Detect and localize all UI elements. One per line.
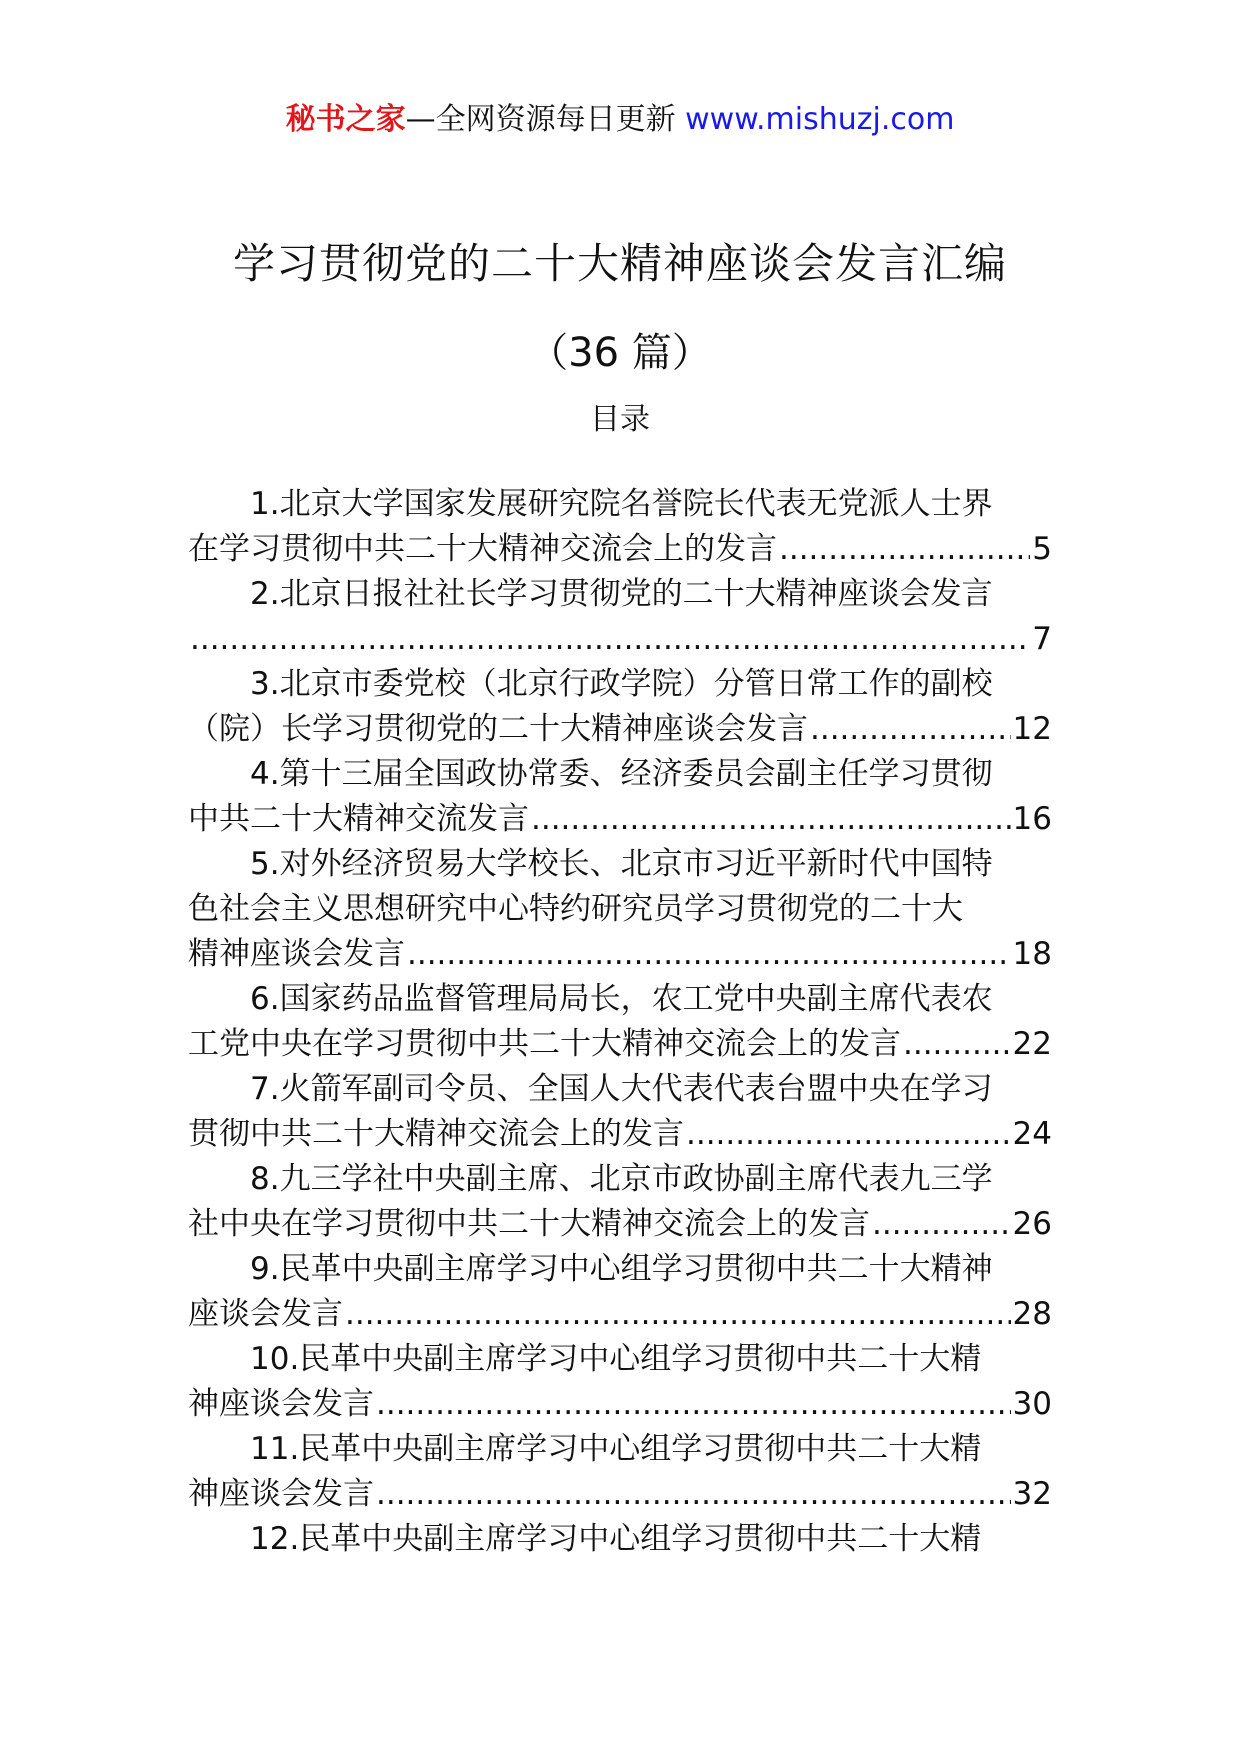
toc-entry-last-line — [188, 617, 1052, 662]
toc-entry-title-end: 神座谈会发言 — [188, 1386, 374, 1422]
toc-entry-title: 8.九三学社中央副主席、北京市政协副主席代表九三学 — [250, 1161, 993, 1197]
toc-entry-last-line — [188, 797, 1052, 842]
toc-page-number: 16 — [1012, 801, 1052, 837]
dot-leader — [903, 1022, 1011, 1067]
toc-entry-title: 11.民革中央副主席学习中心组学习贯彻中共二十大精 — [250, 1431, 982, 1467]
toc-entry-last-line — [188, 1202, 1052, 1247]
toc-entry-last-line — [188, 1112, 1052, 1157]
toc-entry-title-end: 座谈会发言 — [188, 1296, 343, 1332]
toc-entry[interactable] — [188, 1067, 1052, 1157]
toc-entry[interactable] — [188, 977, 1052, 1067]
toc-entry-last-line — [188, 1292, 1052, 1337]
document-title: 学习贯彻党的二十大精神座谈会发言汇编 — [232, 239, 1007, 288]
dot-leader — [686, 1112, 1011, 1157]
toc-entry-title-end: 社中央在学习贯彻中共二十大精神交流会上的发言 — [188, 1206, 870, 1242]
toc-page-number: 30 — [1012, 1386, 1052, 1422]
toc-page-number: 7 — [1032, 621, 1052, 657]
brand-name: 秘书之家 — [285, 102, 406, 137]
toc-page-number: 22 — [1012, 1026, 1052, 1062]
toc-entry[interactable] — [188, 572, 1052, 662]
toc-entry-title: 7.火箭军副司令员、全国人大代表代表台盟中央在学习 — [250, 1071, 993, 1107]
dot-leader — [872, 1202, 1011, 1247]
toc-page-number: 18 — [1012, 936, 1052, 972]
toc-page-number: 5 — [1032, 531, 1052, 567]
toc-entry[interactable] — [188, 1427, 1052, 1517]
toc-page-number: 12 — [1012, 711, 1052, 747]
dot-leader — [345, 1292, 1011, 1337]
page-header — [0, 100, 1240, 140]
dot-leader — [407, 932, 1011, 977]
toc-entry-title: 5.对外经济贸易大学校长、北京市习近平新时代中国特 — [250, 846, 993, 882]
toc-entry-last-line — [188, 1382, 1052, 1427]
document-subtitle: （36 篇） — [528, 330, 712, 376]
toc-entry-title: 3.北京市委党校（北京行政学院）分管日常工作的副校 — [250, 666, 993, 702]
toc-entry-title-end: 贯彻中共二十大精神交流会上的发言 — [188, 1116, 684, 1152]
toc-entry[interactable] — [188, 482, 1052, 572]
toc-entry-title-end: （院）长学习贯彻党的二十大精神座谈会发言 — [188, 711, 808, 747]
toc-entry-last-line — [188, 707, 1052, 752]
dot-leader — [779, 527, 1030, 572]
dot-leader — [376, 1382, 1011, 1427]
toc-entry[interactable] — [188, 752, 1052, 842]
toc-entry-title: 4.第十三届全国政协常委、经济委员会副主任学习贯彻 — [250, 756, 993, 792]
toc-entry[interactable] — [188, 1337, 1052, 1427]
toc-page-number: 32 — [1012, 1476, 1052, 1512]
header-tagline: —全网资源每日更新 — [405, 102, 686, 137]
toc-entry-last-line — [188, 527, 1052, 572]
toc-entry-title-continued: 色社会主义思想研究中心特约研究员学习贯彻党的二十大 — [188, 891, 963, 927]
toc-page-number: 28 — [1012, 1296, 1052, 1332]
toc-entry-title: 12.民革中央副主席学习中心组学习贯彻中共二十大精 — [250, 1521, 982, 1557]
dot-leader — [190, 617, 1030, 662]
dot-leader — [376, 1472, 1011, 1517]
toc-entry[interactable] — [188, 1517, 1052, 1562]
toc-entry-title-end: 工党中央在学习贯彻中共二十大精神交流会上的发言 — [188, 1026, 901, 1062]
toc-heading: 目录 — [590, 402, 650, 437]
toc-entry-title: 9.民革中央副主席学习中心组学习贯彻中共二十大精神 — [250, 1251, 993, 1287]
toc-entry-title: 10.民革中央副主席学习中心组学习贯彻中共二十大精 — [250, 1341, 982, 1377]
toc-entry-last-line — [188, 1022, 1052, 1067]
toc-entry-title-end: 在学习贯彻中共二十大精神交流会上的发言 — [188, 531, 777, 567]
toc-entry-title-end: 中共二十大精神交流发言 — [188, 801, 529, 837]
dot-leader — [531, 797, 1011, 842]
toc-entry[interactable] — [188, 1247, 1052, 1337]
toc-entry[interactable] — [188, 842, 1052, 977]
toc-entry-title-end: 精神座谈会发言 — [188, 936, 405, 972]
dot-leader — [810, 707, 1011, 752]
toc-entry-title: 1.北京大学国家发展研究院名誉院长代表无党派人士界 — [250, 486, 993, 522]
toc-entry-title: 6.国家药品监督管理局局长，农工党中央副主席代表农 — [250, 981, 993, 1017]
table-of-contents — [188, 482, 1052, 1562]
toc-page-number: 26 — [1012, 1206, 1052, 1242]
website-link[interactable]: www.mishuzj.com — [685, 102, 955, 137]
toc-entry-last-line — [188, 932, 1052, 977]
toc-entry[interactable] — [188, 1157, 1052, 1247]
toc-entry-last-line — [188, 1472, 1052, 1517]
toc-entry[interactable] — [188, 662, 1052, 752]
toc-entry-title-end: 神座谈会发言 — [188, 1476, 374, 1512]
toc-entry-title: 2.北京日报社社长学习贯彻党的二十大精神座谈会发言 — [250, 576, 993, 612]
toc-page-number: 24 — [1012, 1116, 1052, 1152]
